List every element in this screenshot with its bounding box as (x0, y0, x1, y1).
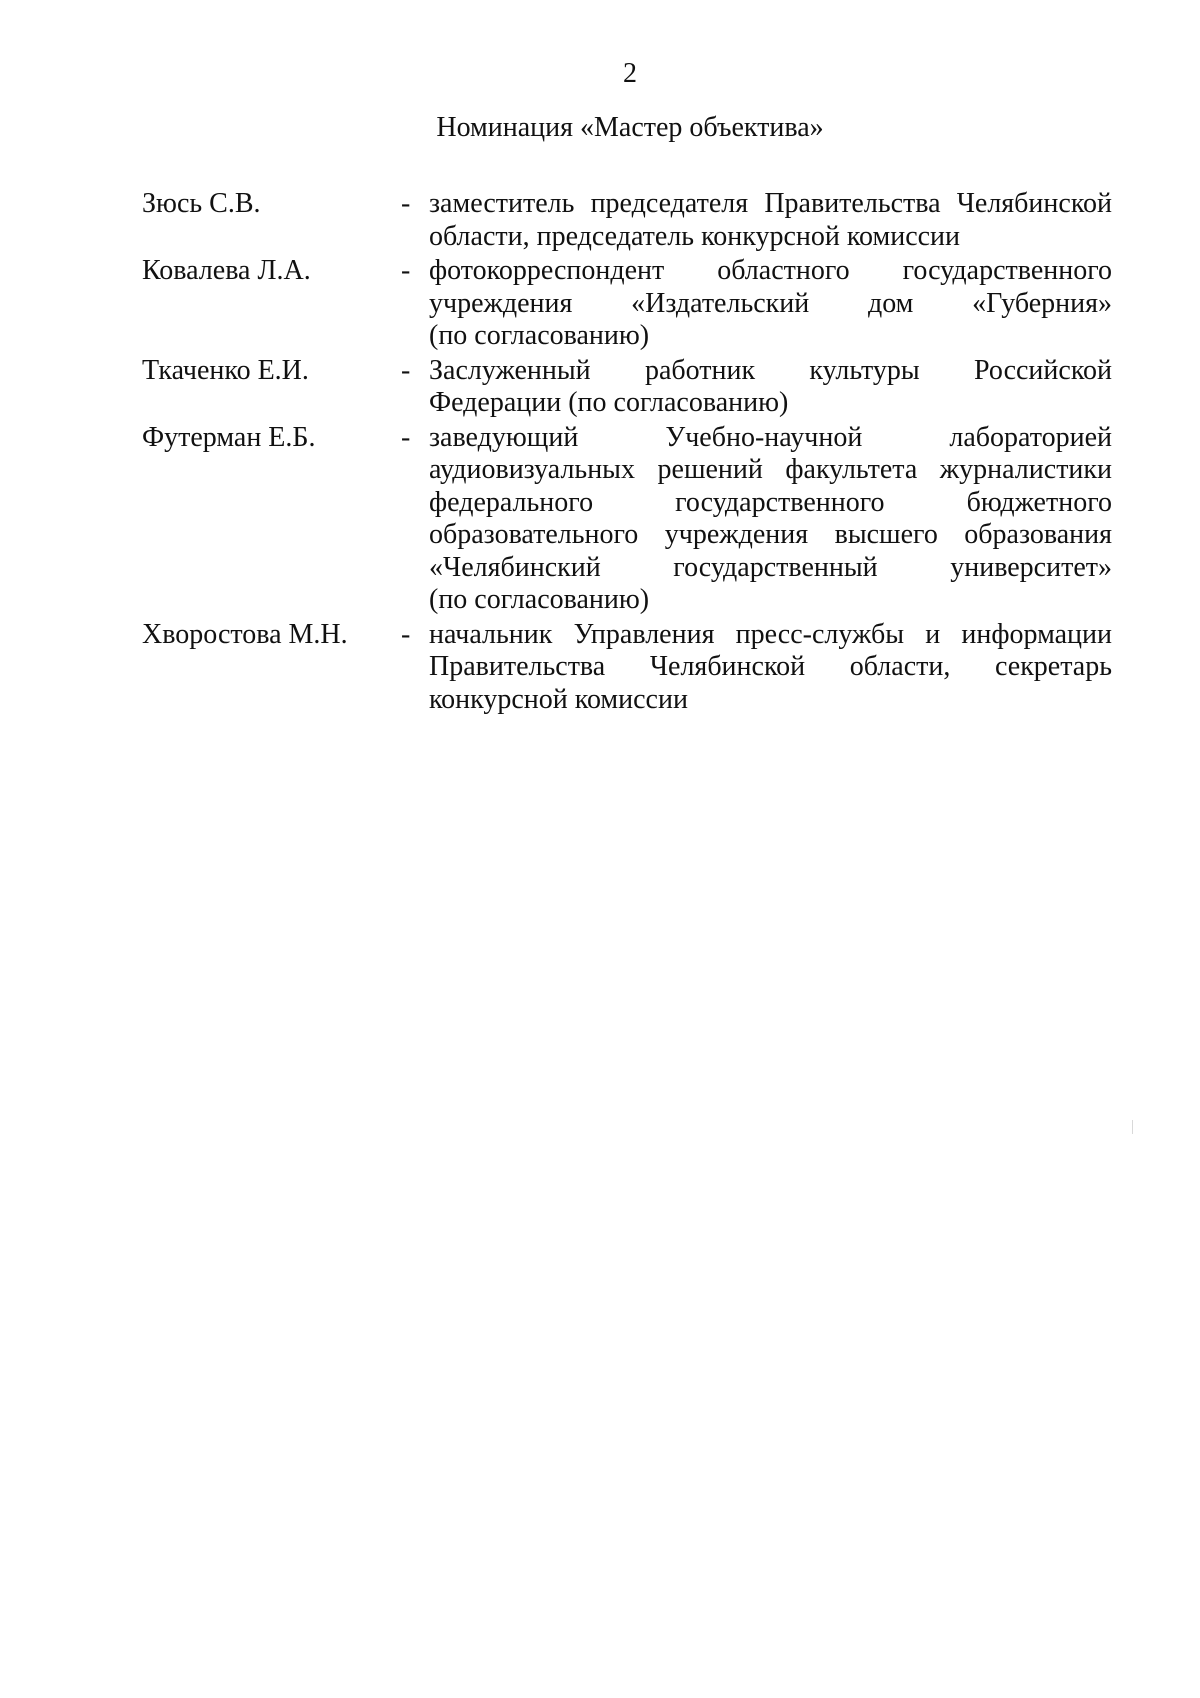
member-entry (142, 422, 1112, 617)
member-entry (142, 619, 1112, 717)
member-dash: - (401, 255, 411, 286)
member-entry (142, 255, 1112, 353)
role-line: аудиовизуальных решений факультета журналистики (429, 454, 1112, 485)
member-name: Ковалева Л.А. (142, 255, 311, 286)
member-name: Ткаченко Е.И. (142, 354, 309, 386)
role-line: учреждения «Издательский дом «Губерния» (429, 287, 1112, 319)
member-dash: - (401, 188, 411, 219)
role-line: начальник Управления пресс-службы и информации (429, 618, 1112, 650)
role-line: (по согласованию) (429, 320, 650, 351)
member-role (429, 619, 1112, 717)
role-line: Федерации (по согласованию) (429, 387, 789, 418)
member-role (429, 355, 1112, 420)
role-line: заместитель председателя Правительства Челябинской (429, 188, 1112, 219)
member-name: Зюсь С.В. (142, 188, 261, 219)
member-name: Футерман Е.Б. (142, 421, 316, 453)
nomination-title: Номинация «Мастер объектива» (436, 112, 824, 143)
role-line: (по согласованию) (429, 584, 650, 615)
member-dash: - (401, 421, 411, 453)
role-line: фотокорреспондент областного государственного (429, 255, 1112, 286)
member-role (429, 188, 1112, 253)
page-number: 2 (623, 58, 637, 89)
role-line: образовательного учреждения высшего образования (429, 519, 1112, 550)
role-line: Правительства Челябинской области, секретарь (429, 651, 1112, 682)
member-role (429, 255, 1112, 353)
role-line: федерального государственного бюджетного (429, 486, 1112, 518)
member-entry (142, 188, 1112, 253)
commission-members-list (142, 188, 1112, 718)
member-dash: - (401, 618, 411, 650)
role-line: области, председатель конкурсной комиссии (429, 220, 961, 252)
member-name: Хворостова М.Н. (142, 618, 348, 650)
role-line: конкурсной комиссии (429, 683, 688, 715)
member-entry (142, 355, 1112, 420)
member-role (429, 422, 1112, 617)
role-line: Заслуженный работник культуры Российской (429, 354, 1112, 386)
scan-artifact (1132, 1120, 1133, 1134)
role-line: заведующий Учебно-научной лабораторией (429, 421, 1112, 453)
member-dash: - (401, 354, 411, 386)
role-line: «Челябинский государственный университет» (429, 551, 1112, 583)
